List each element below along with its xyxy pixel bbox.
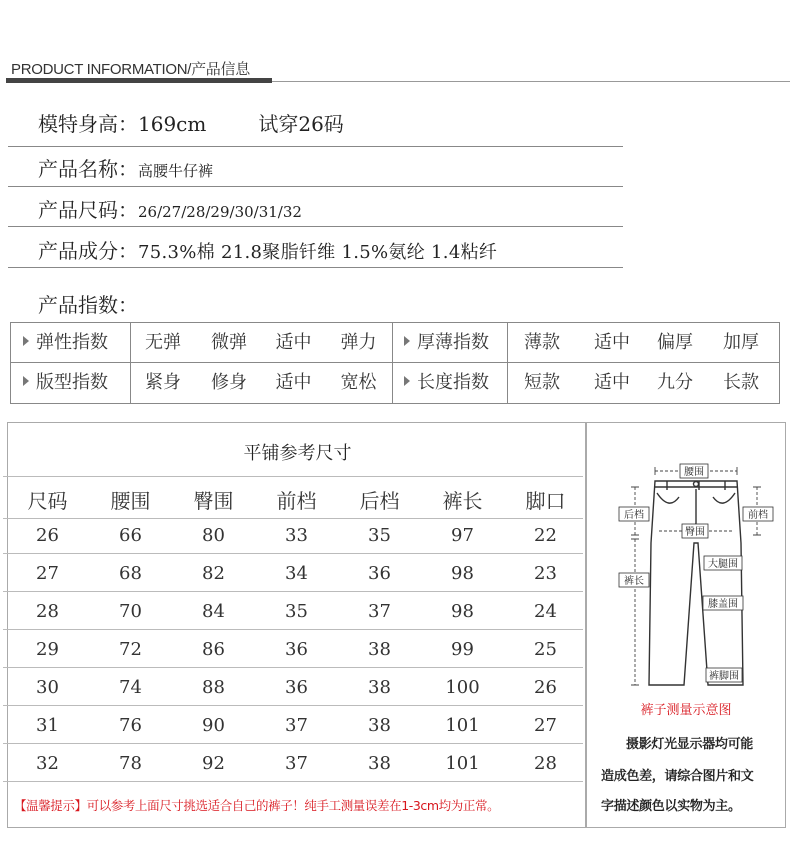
table-cell: 35 xyxy=(368,525,391,546)
diagram-label-hem: 裤脚围 xyxy=(709,671,739,682)
index-row-2 xyxy=(11,363,779,403)
table-cell: 27 xyxy=(36,563,59,584)
table-divider xyxy=(3,743,583,744)
table-divider xyxy=(3,476,583,477)
table-cell: 68 xyxy=(119,563,142,584)
table-cell: 37 xyxy=(285,753,308,774)
table-cell: 88 xyxy=(202,677,225,698)
table-cell: 38 xyxy=(368,715,391,736)
table-divider xyxy=(3,553,583,554)
table-cell: 101 xyxy=(445,715,480,736)
composition-value: 75.3%棉 21.8聚脂钎维 1.5%氨纶 1.4粘纤 xyxy=(138,242,498,263)
table-cell: 76 xyxy=(119,715,142,736)
table-cell: 66 xyxy=(119,525,142,546)
index-option: 微弹 xyxy=(211,332,247,353)
try-on-size: 试穿26码 xyxy=(258,112,344,136)
header-divider xyxy=(272,81,790,82)
model-info xyxy=(38,108,344,137)
table-divider xyxy=(3,781,583,782)
table-cell: 101 xyxy=(445,753,480,774)
table-cell: 28 xyxy=(36,601,59,622)
name-label: 产品名称： xyxy=(38,157,138,181)
color-note-line2: 造成色差，请综合图片和文 xyxy=(601,769,754,784)
diagram-label-hip: 臀围 xyxy=(685,527,705,538)
diagram-label-back-rise: 后档 xyxy=(624,510,644,521)
size-table-title: 平铺参考尺寸 xyxy=(243,443,352,464)
table-cell: 74 xyxy=(119,677,142,698)
table-cell: 26 xyxy=(36,525,59,546)
index-option: 九分 xyxy=(657,372,693,393)
product-name-row xyxy=(38,153,213,182)
column-header: 臀围 xyxy=(193,489,234,513)
table-cell: 37 xyxy=(285,715,308,736)
table-cell: 25 xyxy=(534,639,557,660)
size-value: 26/27/28/29/30/31/32 xyxy=(138,203,302,221)
index-option-selected: 长款 xyxy=(723,372,759,393)
column-header: 裤长 xyxy=(442,489,483,513)
triangle-icon xyxy=(404,336,410,346)
column-header: 前档 xyxy=(276,489,317,513)
table-cell: 36 xyxy=(285,639,308,660)
table-cell: 34 xyxy=(285,563,308,584)
table-cell: 98 xyxy=(451,601,474,622)
table-divider xyxy=(3,629,583,630)
index-option: 偏厚 xyxy=(657,332,693,353)
table-divider xyxy=(3,667,583,668)
color-note-line3: 字描述颜色以实物为主。 xyxy=(601,799,741,814)
index-option: 紧身 xyxy=(145,372,181,393)
table-cell: 86 xyxy=(202,639,225,660)
diagram-caption: 裤子测量示意图 xyxy=(640,703,732,718)
table-cell: 38 xyxy=(368,677,391,698)
product-size-row xyxy=(38,194,302,223)
name-value: 高腰牛仔裤 xyxy=(138,162,214,180)
product-index-table xyxy=(10,322,780,404)
index-category: 弹性指数 xyxy=(11,323,130,363)
composition-label: 产品成分： xyxy=(38,239,138,263)
diagram-label-thigh: 大腿围 xyxy=(708,559,738,570)
page-title: PRODUCT INFORMATION/产品信息 xyxy=(11,61,250,78)
index-option-selected: 适中 xyxy=(594,332,630,353)
index-option: 适中 xyxy=(275,332,312,353)
table-cell: 36 xyxy=(368,563,391,584)
table-cell: 80 xyxy=(202,525,225,546)
size-label: 产品尺码： xyxy=(38,198,138,222)
divider xyxy=(8,146,623,147)
index-option: 加厚 xyxy=(723,332,759,353)
table-cell: 23 xyxy=(534,563,557,584)
table-cell: 98 xyxy=(451,563,474,584)
triangle-icon xyxy=(23,376,29,386)
index-label: 产品指数： xyxy=(38,293,138,317)
size-tip: 【温馨提示】可以参考上面尺寸挑选适合自己的裤子！纯手工测量误差在1-3cm均为正常。 xyxy=(14,798,500,813)
table-cell: 37 xyxy=(368,601,391,622)
triangle-icon xyxy=(23,336,29,346)
jeans-diagram xyxy=(587,423,787,703)
divider xyxy=(8,267,623,268)
index-option-selected: 修身 xyxy=(211,372,247,393)
index-option: 短款 xyxy=(524,372,560,393)
index-category: 版型指数 xyxy=(11,363,130,403)
table-cell: 100 xyxy=(445,677,480,698)
index-option: 适中 xyxy=(594,372,630,393)
color-note-line1: 摄影灯光显示器均可能 xyxy=(626,737,754,752)
diagram-label-knee: 膝盖围 xyxy=(708,599,738,610)
index-option: 薄款 xyxy=(524,332,560,353)
table-divider xyxy=(3,705,583,706)
table-cell: 26 xyxy=(534,677,557,698)
title-underline xyxy=(6,78,272,83)
index-option-selected: 弹力 xyxy=(340,332,377,353)
diagram-label-front-rise: 前档 xyxy=(748,510,768,521)
divider xyxy=(8,186,623,187)
index-option: 宽松 xyxy=(340,372,377,393)
table-cell: 84 xyxy=(202,601,225,622)
table-cell: 38 xyxy=(368,753,391,774)
table-cell: 30 xyxy=(36,677,59,698)
table-cell: 70 xyxy=(119,601,142,622)
table-cell: 24 xyxy=(534,601,557,622)
table-cell: 36 xyxy=(285,677,308,698)
index-heading xyxy=(38,289,138,318)
column-header: 尺码 xyxy=(27,489,68,513)
composition-row xyxy=(38,235,497,264)
index-option: 适中 xyxy=(275,372,312,393)
table-cell: 38 xyxy=(368,639,391,660)
table-cell: 28 xyxy=(534,753,557,774)
table-cell: 82 xyxy=(202,563,225,584)
table-divider xyxy=(3,591,583,592)
index-category: 长度指数 xyxy=(392,363,507,403)
model-label: 模特身高： xyxy=(38,112,138,136)
column-header: 脚口 xyxy=(525,489,566,513)
index-option: 无弹 xyxy=(145,332,181,353)
table-cell: 72 xyxy=(119,639,142,660)
diagram-label-length: 裤长 xyxy=(624,576,644,587)
table-cell: 78 xyxy=(119,753,142,774)
table-cell: 97 xyxy=(451,525,474,546)
diagram-label-waist: 腰围 xyxy=(684,467,704,478)
table-cell: 92 xyxy=(202,753,225,774)
index-row-1 xyxy=(11,323,779,363)
table-cell: 99 xyxy=(451,639,474,660)
triangle-icon xyxy=(404,376,410,386)
divider xyxy=(8,226,623,227)
table-cell: 29 xyxy=(36,639,59,660)
table-divider xyxy=(3,518,583,519)
model-height: 169cm xyxy=(138,112,207,136)
table-cell: 33 xyxy=(285,525,308,546)
index-category: 厚薄指数 xyxy=(392,323,507,363)
table-cell: 22 xyxy=(534,525,557,546)
table-cell: 35 xyxy=(285,601,308,622)
table-cell: 31 xyxy=(36,715,59,736)
column-header: 腰围 xyxy=(110,489,151,513)
column-header: 后档 xyxy=(359,489,400,513)
table-cell: 32 xyxy=(36,753,59,774)
table-cell: 27 xyxy=(534,715,557,736)
table-cell: 90 xyxy=(202,715,225,736)
